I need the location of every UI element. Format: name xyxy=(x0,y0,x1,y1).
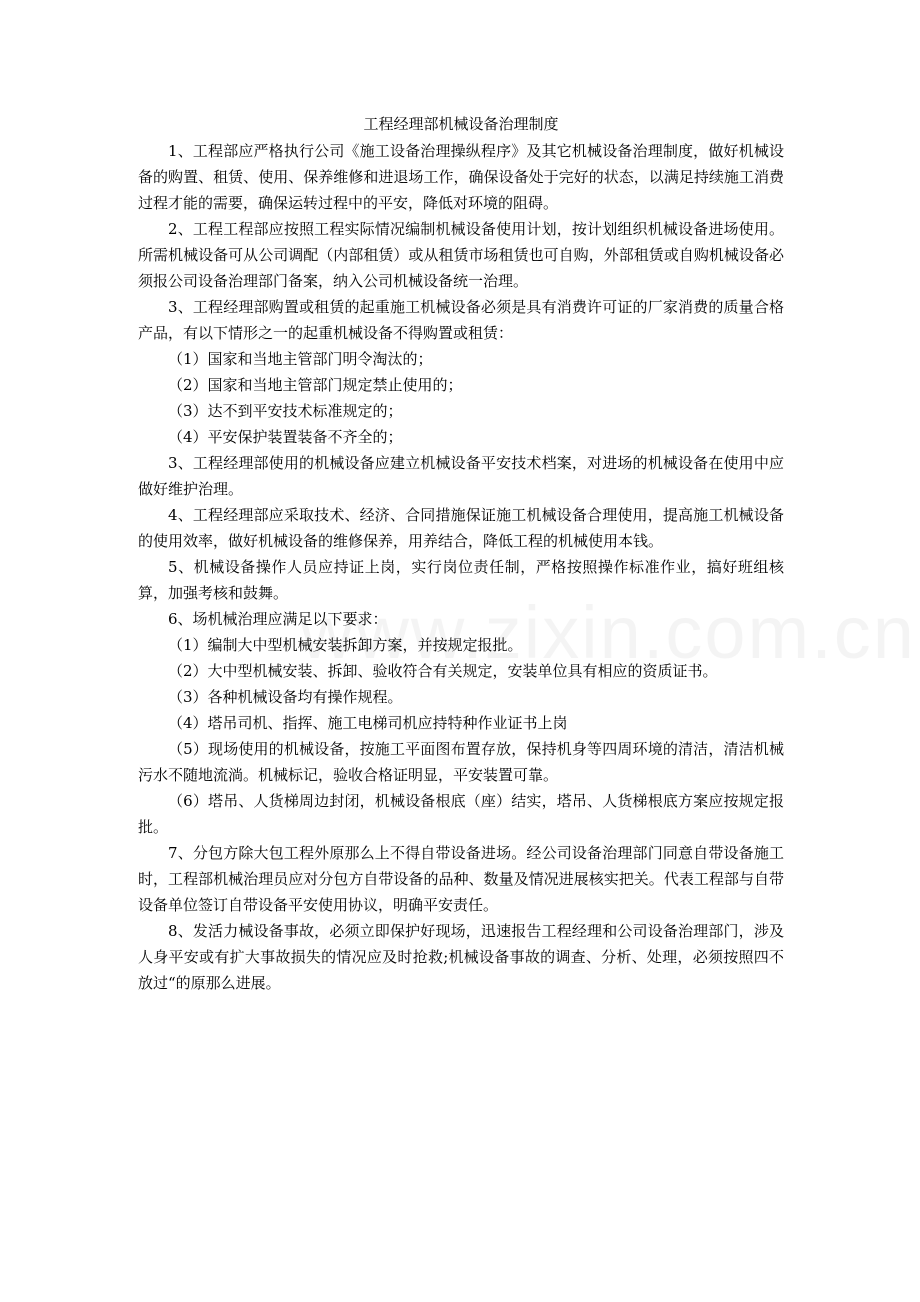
paragraph-7: 7、分包方除大包工程外原那么上不得自带设备进场。经公司设备治理部门同意自带设备施工时，工程部机械治理员应对分包方自带设备的品种、数量及情况进展核实把关。代表工程部与自带设备单位签订自带设备平安使用协议，明确平安责任。 xyxy=(138,844,784,914)
list-item: （4）塔吊司机、指挥、施工电梯司机应持特种作业证书上岗 xyxy=(168,714,568,732)
document-page xyxy=(138,110,784,996)
list-item: （1）国家和当地主管部门明令淘汰的； xyxy=(168,350,433,368)
document-title: 工程经理部机械设备治理制度 xyxy=(363,115,559,133)
paragraph-8: 8、发活力械设备事故，必须立即保护好现场，迅速报告工程经理和公司设备治理部门，涉及人身平安或有扩大事故损失的情况应及时抢救;机械设备事故的调查、分析、处理，必须按照四不放过“的原那么进展。 xyxy=(138,922,784,992)
list-item: （6）塔吊、人货梯周边封闭，机械设备根底（座）结实，塔吊、人货梯根底方案应按规定报批。 xyxy=(138,792,784,836)
list-item: （1）编制大中型机械安装拆卸方案，并按规定报批。 xyxy=(168,636,523,654)
list-item: （5）现场使用的机械设备，按施工平面图布置存放，保持机身等四周环境的清洁，清洁机械污水不随地流淌。机械标记，验收合格证明显，平安装置可靠。 xyxy=(138,740,784,784)
paragraph-3: 3、工程经理部购置或租赁的起重施工机械设备必须是具有消费许可证的厂家消费的质量合格产品，有以下情形之一的起重机械设备不得购置或租赁： xyxy=(138,298,784,342)
paragraph-6: 6、场机械治理应满足以下要求： xyxy=(168,610,388,628)
paragraph-1: 1、工程部应严格执行公司《施工设备治理操纵程序》及其它机械设备治理制度，做好机械设备的购置、租赁、使用、保养维修和进退场工作，确保设备处于完好的状态，以满足持续施工消费过程才能的需要，确保运转过程中的平安，降低对环境的阻碍。 xyxy=(138,142,784,212)
list-item: （3）各种机械设备均有操作规程。 xyxy=(168,688,403,706)
list-item: （4）平安保护装置装备不齐全的； xyxy=(168,428,403,446)
list-item: （2）大中型机械安装、拆卸、验收符合有关规定，安装单位具有相应的资质证书。 xyxy=(168,662,718,680)
list-item: （3）达不到平安技术标准规定的； xyxy=(168,402,403,420)
paragraph-3b: 3、工程经理部使用的机械设备应建立机械设备平安技术档案，对进场的机械设备在使用中应做好维护治理。 xyxy=(138,454,784,498)
paragraph-5: 5、机械设备操作人员应持证上岗，实行岗位责任制，严格按照操作标准作业，搞好班组核算，加强考核和鼓舞。 xyxy=(138,558,784,602)
paragraph-2: 2、工程工程部应按照工程实际情况编制机械设备使用计划，按计划组织机械设备进场使用。所需机械设备可从公司调配（内部租赁）或从租赁市场租赁也可自购，外部租赁或自购机械设备必须报公司设备治理部门备案，纳入公司机械设备统一治理。 xyxy=(138,220,784,290)
paragraph-4: 4、工程经理部应采取技术、经济、合同措施保证施工机械设备合理使用，提高施工机械设备的使用效率，做好机械设备的维修保养，用养结合，降低工程的机械使用本钱。 xyxy=(138,506,784,550)
list-item: （2）国家和当地主管部门规定禁止使用的； xyxy=(168,376,463,394)
